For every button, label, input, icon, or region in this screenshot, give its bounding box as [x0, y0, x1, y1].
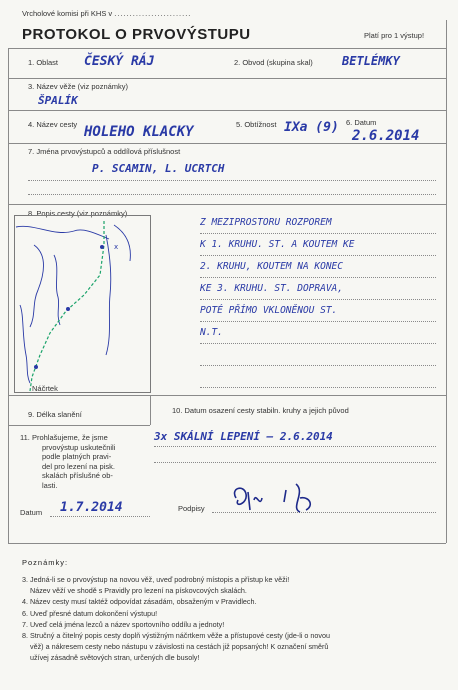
field-1-value: ČESKÝ RÁJ [84, 54, 155, 69]
commission-label: Vrcholové komisi při KHS v ......................... [22, 9, 192, 18]
ring-3-mark [34, 365, 38, 369]
sketch-annotation: x [114, 243, 119, 251]
declaration-line-1: 11. Prohlašujeme, že jsme [20, 433, 108, 442]
field-5-value: IXa (9) [284, 120, 339, 135]
date-label: Datum [20, 508, 43, 517]
row-rule-5 [8, 395, 446, 396]
route-sketch [14, 215, 150, 393]
field-7-dotline-1 [28, 180, 436, 181]
signature-1 [235, 488, 262, 510]
desc-dotline-7 [200, 365, 436, 366]
field-5-label: 5. Obtížnost [236, 120, 277, 129]
route-line [30, 221, 104, 391]
rock-outline-left [30, 245, 44, 327]
field-4-label: 4. Název cesty [28, 120, 78, 129]
row-9-divider [150, 395, 151, 425]
field-2-value: BETLÉMKY [342, 54, 400, 68]
f10-dotline-1 [154, 446, 436, 447]
note-7: věž) a nákresem cesty nebo nástupu v závislosti na cestách již popsaných! K označení směrů [30, 642, 329, 652]
field-1-label: 1. Oblast [28, 58, 59, 67]
row-rule-4 [8, 204, 446, 205]
page-title: PROTOKOL O PRVOVÝSTUPU [22, 26, 251, 43]
declaration-line-2: prvovýstup uskutečnili [42, 442, 116, 452]
note-5: 7. Uveď celá jména lezců a název sportovního oddílu a jednoty! [22, 619, 225, 629]
desc-dotline-3 [200, 277, 436, 278]
desc-dotline-4 [200, 299, 436, 300]
field-10-label: 10. Datum osazení cesty stabiln. kruhy a jejich původ [172, 406, 349, 415]
desc-dotline-8 [200, 387, 436, 388]
field-3-label: 3. Název věže (viz poznámky) [28, 82, 129, 91]
row-rule-1 [8, 78, 446, 79]
row-rule-7 [8, 543, 446, 544]
route-line-3: 2. KRUHU, KOUTEM NA KONEC [200, 261, 343, 272]
desc-dotline-1 [200, 233, 436, 234]
field-4-value: HOLEHO KLACKY [84, 124, 194, 140]
desc-dotline-6 [200, 343, 436, 344]
declaration-line-3: podle platných pravi- [42, 452, 112, 462]
declaration-line-5: skalách příslušné ob- [42, 471, 113, 481]
note-4: 6. Uveď přesné datum dokončení výstupu! [22, 608, 158, 618]
field-7-label: 7. Jména prvovýstupců a oddílová příslušnost [28, 147, 181, 156]
rock-outline-right [106, 235, 111, 355]
notes-list [22, 574, 330, 664]
date-dotline [50, 516, 150, 517]
desc-dotline-5 [200, 321, 436, 322]
rock-outline-base [20, 305, 30, 383]
field-7-value: P. SCAMIN, L. UCRTCH [92, 162, 225, 175]
field-9-label: 9. Délka slanění [28, 410, 82, 419]
signature-2 [284, 484, 310, 512]
field-7-dotline-2 [28, 194, 436, 195]
date-value: 1.7.2014 [60, 500, 123, 515]
rock-outline-mid [54, 255, 60, 325]
field-10-value: 3x SKÁLNÍ LEPENÍ – 2.6.2014 [154, 430, 333, 443]
field-2-label: 2. Obvod (skupina skal) [234, 58, 313, 67]
declaration-line-4: del pro lezení na pisk. [42, 461, 115, 471]
sketch-label: Náčrtek [32, 384, 58, 393]
row-rule-3 [8, 143, 446, 144]
right-border [446, 20, 447, 543]
route-line-1: Z MEZIPROSTORU ROZPOREM [200, 217, 332, 228]
header-rule [8, 48, 446, 49]
route-description [200, 212, 438, 344]
route-line-5: POTÉ PŘÍMO VKLONĚNOU ST. [200, 305, 338, 316]
route-line-2: K 1. KRUHU. ST. A KOUTEM KE [200, 239, 355, 250]
field-6-value: 2.6.2014 [352, 128, 420, 144]
f10-dotline-2 [154, 462, 436, 463]
declaration-line-6: lasti. [42, 480, 58, 490]
note-8: užívej zásadně světových stran, určených dle busoly! [30, 653, 200, 663]
note-6: 8. Stručný a čitelný popis cesty doplň výstižným náčrtkem věže a přístupové cesty (jde-li o novou [22, 631, 331, 641]
field-8-label: 8. Popis cesty (viz poznámky) [28, 209, 128, 218]
rock-outline-top [16, 226, 109, 239]
valid-note: Platí pro 1 výstup! [364, 31, 425, 40]
route-line-4: KE 3. KRUHU. ST. DOPRAVA, [200, 283, 343, 294]
signatures-label: Podpisy [178, 504, 205, 513]
desc-dotline-2 [200, 255, 436, 256]
declaration-text [20, 433, 115, 491]
field-6-label: 6. Datum [346, 118, 377, 127]
notes-title: Poznámky: [22, 558, 69, 567]
note-3: 4. Název cesty musí taktéž odpovídat zásadám, obsaženým v Pravidlech. [22, 597, 257, 607]
route-line-6: N.T. [200, 327, 223, 338]
ring-1-mark [100, 245, 104, 249]
signatures [226, 478, 346, 518]
left-border [8, 48, 9, 543]
note-2: Název věží ve shodě s Pravidly pro lezení na pískovcových skalách. [30, 586, 247, 596]
ring-2-mark [66, 307, 70, 311]
note-1: 3. Jedná-li se o prvovýstup na novou věž, uveď podrobný místopis a přístup ke věži! [22, 575, 290, 584]
field-3-value: ŠPALÍK [38, 94, 78, 107]
row-rule-6 [8, 425, 150, 426]
row-rule-2 [8, 110, 446, 111]
